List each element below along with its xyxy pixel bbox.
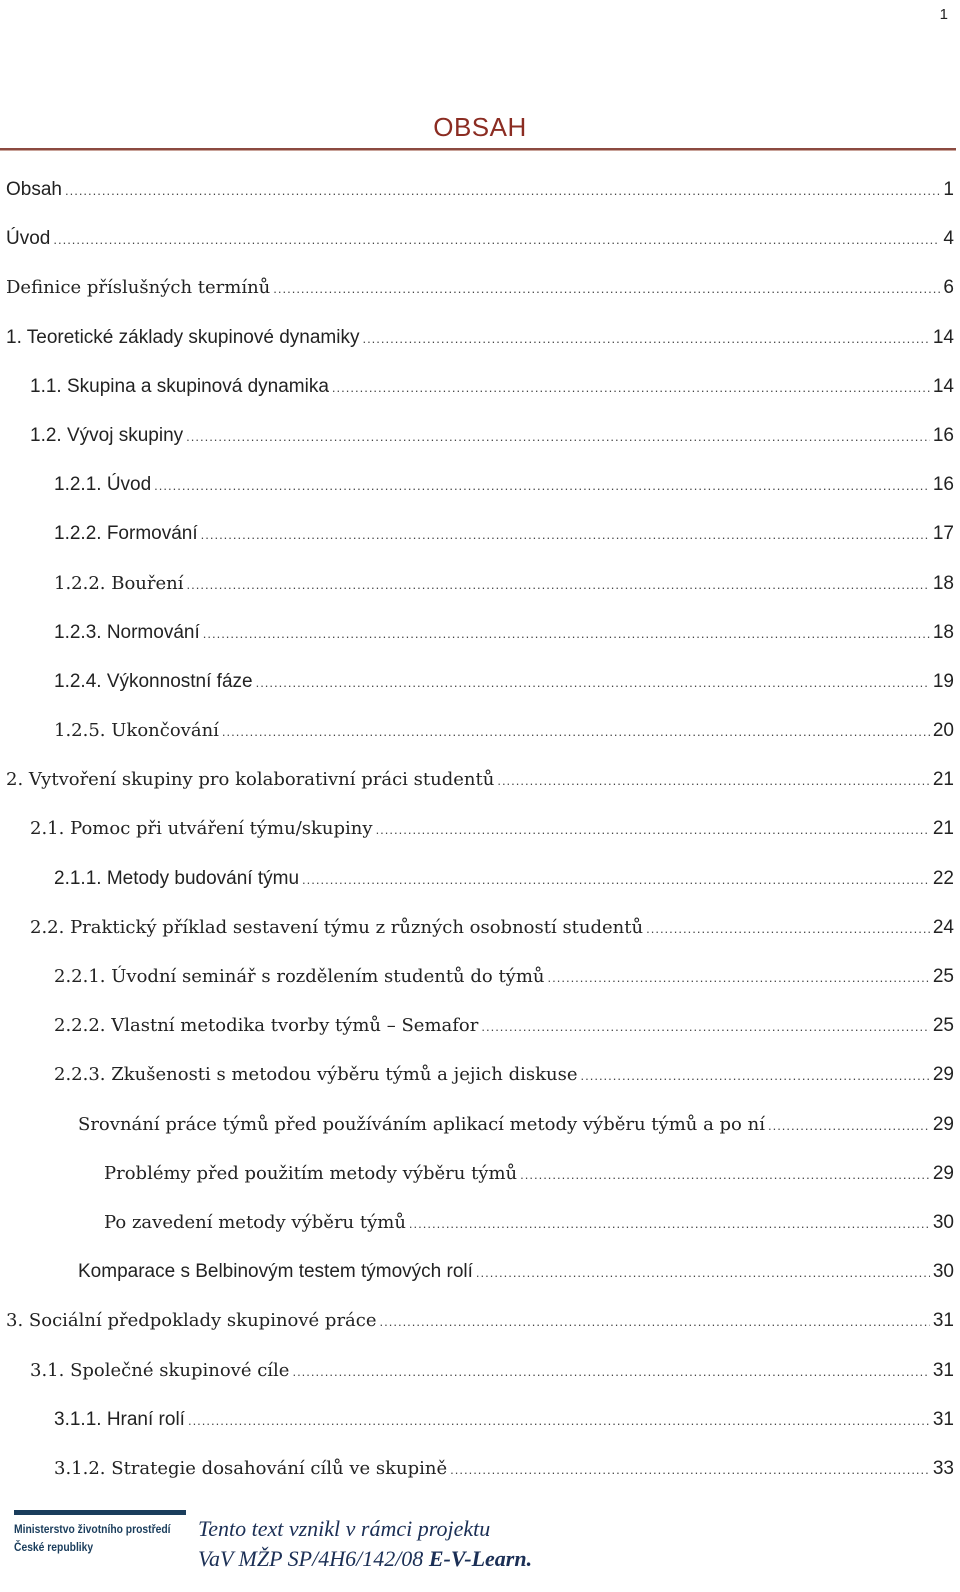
toc-dot-leader bbox=[481, 1009, 930, 1045]
toc-dot-leader bbox=[273, 271, 940, 307]
ministry-logo bbox=[14, 1510, 186, 1576]
table-of-contents bbox=[0, 172, 956, 1500]
toc-dot-leader bbox=[520, 1157, 930, 1193]
toc-dot-leader bbox=[581, 1058, 930, 1094]
toc-entry[interactable] bbox=[0, 566, 956, 615]
toc-entry[interactable] bbox=[0, 1254, 956, 1303]
toc-entry-title: 2.2.3. Zkušenosti s metodou výběru týmů a jejich diskuse bbox=[54, 1064, 578, 1086]
toc-entry[interactable] bbox=[0, 320, 956, 369]
toc-entry-page: 24 bbox=[932, 916, 954, 938]
logo-line-1: Ministerstvo životního prostředí bbox=[14, 1522, 171, 1536]
toc-entry-title: Po zavedení metody výběru týmů bbox=[104, 1211, 406, 1233]
toc-entry-page: 31 bbox=[932, 1359, 954, 1381]
toc-entry[interactable] bbox=[0, 861, 956, 910]
toc-dot-leader bbox=[646, 911, 930, 947]
toc-entry-page: 21 bbox=[932, 818, 954, 840]
toc-entry[interactable] bbox=[0, 1008, 956, 1057]
toc-entry[interactable] bbox=[0, 1451, 956, 1500]
page-number: 1 bbox=[939, 6, 948, 23]
toc-entry-title: 2.1.1. Metody budování týmu bbox=[54, 867, 300, 889]
toc-dot-leader bbox=[187, 567, 930, 603]
toc-dot-leader bbox=[380, 1304, 930, 1340]
toc-entry-title: 1.2.4. Výkonnostní fáze bbox=[54, 670, 253, 692]
toc-entry-title: 2.1. Pomoc při utváření týmu/skupiny bbox=[30, 818, 373, 840]
toc-entry-title: 1.2.5. Ukončování bbox=[54, 720, 219, 742]
toc-entry-title: 2.2. Praktický příklad sestavení týmu z různých osobností studentů bbox=[30, 916, 644, 938]
toc-entry[interactable] bbox=[0, 959, 956, 1008]
toc-entry[interactable] bbox=[0, 270, 956, 319]
toc-entry[interactable] bbox=[0, 1205, 956, 1254]
toc-entry[interactable] bbox=[0, 615, 956, 664]
toc-entry-title: 1.2.2. Bouření bbox=[54, 572, 184, 594]
toc-entry-page: 19 bbox=[932, 670, 954, 692]
toc-entry-title: Úvod bbox=[6, 228, 51, 250]
toc-entry[interactable] bbox=[0, 664, 956, 713]
toc-entry-page: 29 bbox=[932, 1162, 954, 1184]
toc-entry-title: 1.2.2. Formování bbox=[54, 523, 198, 545]
project-note-line-2 bbox=[198, 1544, 532, 1574]
toc-dot-leader bbox=[188, 1403, 930, 1439]
toc-entry[interactable] bbox=[0, 418, 956, 467]
toc-dot-leader bbox=[222, 714, 930, 750]
toc-dot-leader bbox=[768, 1108, 930, 1144]
project-code: VaV MŽP SP/4H6/142/08 bbox=[198, 1546, 429, 1571]
toc-entry-page: 14 bbox=[932, 326, 954, 348]
toc-entry-page: 25 bbox=[932, 966, 954, 987]
logo-line-2: České republiky bbox=[14, 1540, 94, 1554]
toc-entry-title: Problémy před použitím metody výběru týmů bbox=[104, 1162, 518, 1184]
project-note bbox=[198, 1514, 532, 1574]
toc-entry-page: 31 bbox=[932, 1310, 954, 1332]
toc-entry-title: 1. Teoretické základy skupinové dynamiky bbox=[6, 326, 360, 348]
toc-entry-page: 16 bbox=[932, 474, 954, 496]
toc-entry-title: 2.2.1. Úvodní seminář s rozdělením studentů do týmů bbox=[54, 966, 545, 987]
toc-entry[interactable] bbox=[0, 467, 956, 516]
heading-rule bbox=[0, 148, 956, 151]
toc-dot-leader bbox=[186, 419, 930, 455]
toc-entry-page: 21 bbox=[932, 769, 954, 791]
toc-entry-page: 18 bbox=[932, 621, 954, 643]
toc-dot-leader bbox=[256, 665, 930, 701]
toc-entry-page: 31 bbox=[932, 1408, 954, 1430]
toc-entry-title: 3.1.2. Strategie dosahování cílů ve skupině bbox=[54, 1457, 448, 1479]
toc-entry-page: 25 bbox=[932, 1015, 954, 1037]
toc-entry-title: 1.1. Skupina a skupinová dynamika bbox=[30, 375, 329, 397]
toc-entry-title: Definice příslušných termínů bbox=[6, 277, 271, 299]
toc-entry[interactable] bbox=[0, 516, 956, 565]
toc-dot-leader bbox=[292, 1354, 929, 1390]
toc-entry-page: 1 bbox=[943, 179, 954, 200]
toc-dot-leader bbox=[497, 763, 930, 799]
toc-entry[interactable] bbox=[0, 713, 956, 762]
toc-dot-leader bbox=[548, 960, 930, 996]
toc-dot-leader bbox=[332, 370, 930, 406]
toc-entry-page: 4 bbox=[943, 228, 954, 250]
toc-dot-leader bbox=[376, 812, 930, 848]
toc-entry-page: 33 bbox=[932, 1457, 954, 1479]
toc-entry[interactable] bbox=[0, 172, 956, 221]
toc-entry-title: 1.2. Vývoj skupiny bbox=[30, 424, 184, 446]
toc-entry[interactable] bbox=[0, 1402, 956, 1451]
toc-entry[interactable] bbox=[0, 369, 956, 418]
toc-dot-leader bbox=[409, 1206, 930, 1242]
toc-entry-page: 29 bbox=[932, 1064, 954, 1086]
toc-entry[interactable] bbox=[0, 811, 956, 860]
toc-dot-leader bbox=[65, 173, 940, 209]
toc-entry-title: Obsah bbox=[6, 179, 62, 200]
toc-entry-page: 30 bbox=[932, 1211, 954, 1233]
toc-entry-title: 1.2.3. Normování bbox=[54, 621, 200, 643]
toc-entry-page: 17 bbox=[932, 523, 954, 545]
toc-entry-page: 30 bbox=[932, 1261, 954, 1283]
toc-entry[interactable] bbox=[0, 762, 956, 811]
toc-entry-title: 2.2.2. Vlastní metodika tvorby týmů – Semafor bbox=[54, 1015, 479, 1037]
toc-entry-page: 16 bbox=[932, 424, 954, 446]
toc-entry-title: 2. Vytvoření skupiny pro kolaborativní práci studentů bbox=[6, 769, 495, 791]
toc-dot-leader bbox=[203, 616, 930, 652]
toc-entry-page: 14 bbox=[932, 375, 954, 397]
toc-entry-title: 3.1.1. Hraní rolí bbox=[54, 1408, 185, 1430]
toc-entry[interactable] bbox=[0, 1057, 956, 1106]
toc-entry[interactable] bbox=[0, 1353, 956, 1402]
toc-dot-leader bbox=[53, 222, 940, 258]
toc-entry[interactable] bbox=[0, 1303, 956, 1352]
toc-entry[interactable] bbox=[0, 1107, 956, 1156]
toc-dot-leader bbox=[154, 468, 930, 504]
logo-bar bbox=[14, 1510, 186, 1515]
toc-entry-page: 22 bbox=[932, 867, 954, 889]
toc-heading: OBSAH bbox=[433, 112, 527, 142]
project-note-line-1: Tento text vznikl v rámci projektu bbox=[198, 1516, 491, 1541]
toc-entry-page: 6 bbox=[943, 277, 954, 299]
toc-entry-title: 3. Sociální předpoklady skupinové práce bbox=[6, 1310, 377, 1332]
toc-entry-page: 20 bbox=[932, 720, 954, 742]
toc-dot-leader bbox=[302, 862, 930, 898]
toc-entry-page: 18 bbox=[932, 572, 954, 594]
toc-entry-title: 1.2.1. Úvod bbox=[54, 474, 152, 496]
toc-entry-title: 3.1. Společné skupinové cíle bbox=[30, 1359, 290, 1381]
toc-dot-leader bbox=[450, 1452, 930, 1488]
toc-entry-title: Srovnání práce týmů před používáním aplikací metody výběru týmů a po ní bbox=[78, 1113, 765, 1135]
toc-entry[interactable] bbox=[0, 910, 956, 959]
toc-dot-leader bbox=[476, 1255, 930, 1291]
toc-dot-leader bbox=[362, 321, 929, 357]
toc-entry[interactable] bbox=[0, 1156, 956, 1205]
project-name: E-V-Learn. bbox=[428, 1546, 533, 1571]
toc-entry-page: 29 bbox=[932, 1113, 954, 1135]
toc-entry-title: Komparace s Belbinovým testem týmových rolí bbox=[78, 1261, 473, 1283]
toc-dot-leader bbox=[201, 517, 930, 553]
toc-entry[interactable] bbox=[0, 221, 956, 270]
